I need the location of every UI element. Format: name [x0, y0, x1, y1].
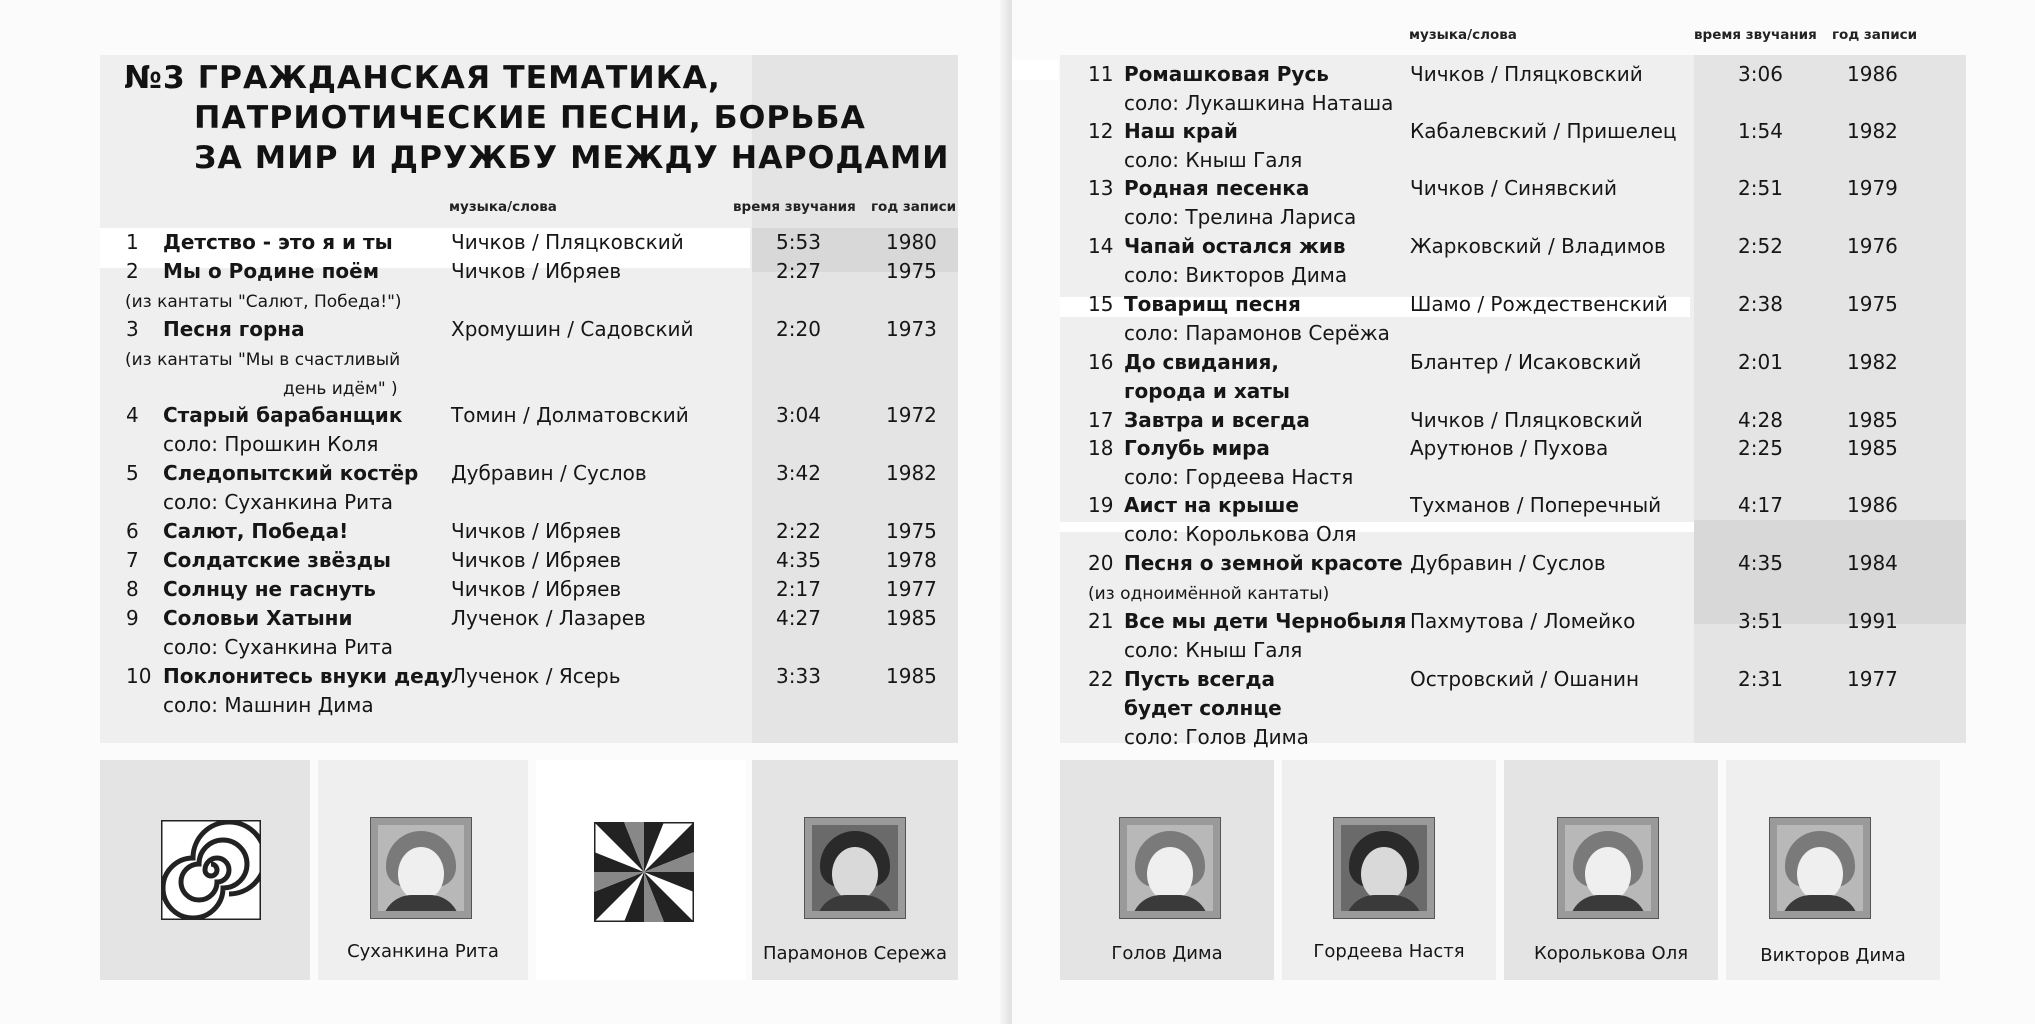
track-subtitle: соло: Прошкин Коля — [163, 431, 379, 456]
track-authors: Томин / Долматовский — [451, 403, 689, 427]
track-year: 1975 — [886, 259, 937, 283]
track-year: 1985 — [1847, 436, 1898, 460]
track-subtitle: соло: Лукашкина Наташа — [1124, 90, 1394, 115]
track-title: Поклонитесь внуки деду — [163, 664, 453, 688]
track-title: Ромашковая Русь — [1124, 62, 1329, 86]
track-year: 1980 — [886, 230, 937, 254]
track-authors: Чичков / Ибряев — [451, 519, 622, 543]
track-duration: 3:06 — [1738, 62, 1783, 86]
track-number: 14 — [1088, 234, 1114, 258]
track-subtitle: (из кантаты "Мы в счастливый — [125, 350, 401, 370]
track-duration: 3:51 — [1738, 609, 1783, 633]
photo-caption: Викторов Дима — [1760, 945, 1906, 966]
track-number: 19 — [1088, 493, 1114, 517]
track-number: 6 — [126, 519, 139, 543]
track-authors: Пахмутова / Ломейко — [1410, 609, 1636, 633]
track-number: 2 — [126, 259, 139, 283]
track-number: 18 — [1088, 436, 1114, 460]
track-row — [0, 257, 1000, 317]
photo-caption: Суханкина Рита — [347, 941, 499, 962]
spiral-logo-icon — [161, 820, 261, 920]
track-year: 1972 — [886, 403, 937, 427]
track-row — [1012, 607, 2012, 667]
track-authors: Тухманов / Поперечный — [1410, 493, 1662, 517]
track-title: Салют, Победа! — [163, 519, 349, 543]
track-authors: Лученок / Ясерь — [451, 664, 621, 688]
track-duration: 3:33 — [776, 664, 821, 688]
track-number: 10 — [126, 664, 152, 688]
track-number: 7 — [126, 548, 139, 572]
track-number: 12 — [1088, 119, 1114, 143]
track-title: Песня о земной красоте — [1124, 551, 1403, 575]
header-year: год записи — [871, 199, 957, 215]
title-line-1: №3 ГРАЖДАНСКАЯ ТЕМАТИКА, — [124, 60, 721, 96]
track-authors: Чичков / Синявский — [1410, 176, 1618, 200]
track-year: 1985 — [886, 664, 937, 688]
track-title: Детство - это я и ты — [163, 230, 393, 254]
track-title: Соловьи Хатыни — [163, 606, 353, 630]
photo-caption: Парамонов Сережа — [762, 943, 948, 964]
track-year: 1976 — [1847, 234, 1898, 258]
track-authors: Островский / Ошанин — [1410, 667, 1640, 691]
track-subtitle: (из одноимённой кантаты) — [1088, 584, 1330, 604]
track-title: Родная песенка — [1124, 176, 1310, 200]
photo-viktorov — [1769, 817, 1871, 919]
title-line-2: ПАТРИОТИЧЕСКИЕ ПЕСНИ, БОРЬБА — [194, 100, 866, 136]
track-row — [1012, 491, 2012, 551]
track-number: 3 — [126, 317, 139, 341]
track-title: До свидания, — [1124, 350, 1279, 374]
track-subtitle: соло: Голов Дима — [1124, 724, 1309, 749]
photo-paramonov — [804, 817, 906, 919]
track-authors: Дубравин / Суслов — [451, 461, 647, 485]
track-duration: 2:01 — [1738, 350, 1783, 374]
right-page — [1012, 0, 2035, 1024]
track-authors: Хромушин / Садовский — [451, 317, 694, 341]
track-row — [1012, 174, 2012, 234]
photo-caption: Гордеева Настя — [1313, 941, 1465, 962]
track-year: 1975 — [1847, 292, 1898, 316]
track-year: 1978 — [886, 548, 937, 572]
track-duration: 2:17 — [776, 577, 821, 601]
track-year: 1986 — [1847, 62, 1898, 86]
track-subtitle: соло: Гордеева Настя — [1124, 464, 1354, 489]
track-number: 5 — [126, 461, 139, 485]
track-row — [1012, 434, 2012, 494]
track-title: Солнцу не гаснуть — [163, 577, 376, 601]
track-number: 13 — [1088, 176, 1114, 200]
track-year: 1977 — [886, 577, 937, 601]
track-year: 1984 — [1847, 551, 1898, 575]
track-subtitle: соло: Трелина Лариса — [1124, 204, 1357, 229]
left-page — [0, 0, 1012, 1024]
track-authors: Чичков / Пляцковский — [451, 230, 684, 254]
photo-caption: Королькова Оля — [1533, 943, 1689, 964]
track-duration: 4:35 — [776, 548, 821, 572]
track-duration: 4:27 — [776, 606, 821, 630]
track-title: Завтра и всегда — [1124, 408, 1310, 432]
track-authors: Чичков / Ибряев — [451, 577, 622, 601]
photo-korolkova — [1557, 817, 1659, 919]
track-year: 1985 — [1847, 408, 1898, 432]
title-line-3: ЗА МИР И ДРУЖБУ МЕЖДУ НАРОДАМИ — [194, 140, 950, 176]
track-authors: Чичков / Ибряев — [451, 259, 622, 283]
track-title: Наш край — [1124, 119, 1238, 143]
track-title: Аист на крыше — [1124, 493, 1299, 517]
track-year: 1975 — [886, 519, 937, 543]
track-authors: Лученок / Лазарев — [451, 606, 646, 630]
track-number: 15 — [1088, 292, 1114, 316]
track-row — [0, 315, 1000, 399]
track-subtitle: будет солнце — [1124, 695, 1282, 720]
header-duration: время звучания — [733, 199, 856, 215]
track-subtitle: соло: Машнин Дима — [163, 692, 374, 717]
track-subtitle: соло: Викторов Дима — [1124, 262, 1348, 287]
track-subtitle: города и хаты — [1124, 378, 1290, 403]
track-duration: 4:28 — [1738, 408, 1783, 432]
track-row — [1012, 290, 2012, 350]
track-authors: Чичков / Пляцковский — [1410, 408, 1643, 432]
track-number: 17 — [1088, 408, 1114, 432]
track-duration: 2:22 — [776, 519, 821, 543]
track-year: 1982 — [1847, 350, 1898, 374]
track-row — [0, 662, 1000, 722]
track-number: 21 — [1088, 609, 1114, 633]
track-authors: Чичков / Пляцковский — [1410, 62, 1643, 86]
track-row — [1012, 348, 2012, 408]
header-authors: музыка/слова — [1409, 27, 1517, 43]
track-subtitle: соло: Суханкина Рита — [163, 489, 394, 514]
track-year: 1973 — [886, 317, 937, 341]
track-title: Старый барабанщик — [163, 403, 403, 427]
track-title: Мы о Родине поём — [163, 259, 380, 283]
track-row — [1012, 117, 2012, 177]
page-title — [0, 58, 950, 178]
track-subtitle: соло: Кныш Галя — [1124, 637, 1303, 662]
track-row — [0, 604, 1000, 664]
track-duration: 4:35 — [1738, 551, 1783, 575]
track-number: 1 — [126, 230, 139, 254]
track-authors: Арутюнов / Пухова — [1410, 436, 1609, 460]
track-number: 20 — [1088, 551, 1114, 575]
track-title: Солдатские звёзды — [163, 548, 391, 572]
star-pattern-icon — [594, 822, 694, 922]
track-duration: 4:17 — [1738, 493, 1783, 517]
header-authors: музыка/слова — [449, 199, 557, 215]
track-duration: 3:04 — [776, 403, 821, 427]
track-authors: Шамо / Рождественский — [1410, 292, 1668, 316]
track-year: 1986 — [1847, 493, 1898, 517]
track-duration: 2:27 — [776, 259, 821, 283]
track-year: 1991 — [1847, 609, 1898, 633]
track-subtitle: соло: Суханкина Рита — [163, 634, 394, 659]
track-number: 16 — [1088, 350, 1114, 374]
track-title: Песня горна — [163, 317, 305, 341]
track-number: 11 — [1088, 62, 1114, 86]
track-row — [1012, 549, 2012, 609]
track-authors: Дубравин / Суслов — [1410, 551, 1606, 575]
track-year: 1977 — [1847, 667, 1898, 691]
track-duration: 2:51 — [1738, 176, 1783, 200]
track-row — [1012, 665, 2012, 749]
track-subtitle: соло: Кныш Галя — [1124, 147, 1303, 172]
track-title: Пусть всегда — [1124, 667, 1276, 691]
track-subtitle: (из кантаты "Салют, Победа!") — [125, 292, 402, 312]
track-title: Следопытский костёр — [163, 461, 419, 485]
track-subtitle: соло: Королькова Оля — [1124, 521, 1357, 546]
track-authors: Жарковский / Владимов — [1410, 234, 1666, 258]
track-duration: 3:42 — [776, 461, 821, 485]
track-row — [1012, 232, 2012, 292]
track-authors: Чичков / Ибряев — [451, 548, 622, 572]
track-duration: 2:52 — [1738, 234, 1783, 258]
track-subtitle: соло: Парамонов Серёжа — [1124, 320, 1390, 345]
track-title: Все мы дети Чернобыля — [1124, 609, 1407, 633]
track-number: 4 — [126, 403, 139, 427]
track-row — [0, 401, 1000, 461]
track-authors: Кабалевский / Пришелец — [1410, 119, 1677, 143]
track-duration: 2:20 — [776, 317, 821, 341]
track-duration: 1:54 — [1738, 119, 1783, 143]
track-title: Голубь мира — [1124, 436, 1270, 460]
track-year: 1982 — [886, 461, 937, 485]
photo-sukhankina — [370, 817, 472, 919]
track-subtitle: день идём" ) — [283, 379, 398, 399]
track-row — [1012, 60, 2012, 120]
header-year: год записи — [1832, 27, 1918, 43]
track-duration: 2:25 — [1738, 436, 1783, 460]
track-duration: 5:53 — [776, 230, 821, 254]
track-row — [0, 459, 1000, 519]
track-number: 22 — [1088, 667, 1114, 691]
track-number: 8 — [126, 577, 139, 601]
header-duration: время звучания — [1694, 27, 1817, 43]
track-year: 1985 — [886, 606, 937, 630]
track-number: 9 — [126, 606, 139, 630]
track-title: Чапай остался жив — [1124, 234, 1346, 258]
track-title: Товарищ песня — [1124, 292, 1301, 316]
track-year: 1982 — [1847, 119, 1898, 143]
photo-gordeeva — [1333, 817, 1435, 919]
track-duration: 2:38 — [1738, 292, 1783, 316]
track-year: 1979 — [1847, 176, 1898, 200]
track-duration: 2:31 — [1738, 667, 1783, 691]
photo-caption: Голов Дима — [1111, 943, 1223, 964]
track-authors: Блантер / Исаковский — [1410, 350, 1642, 374]
photo-golov — [1119, 817, 1221, 919]
